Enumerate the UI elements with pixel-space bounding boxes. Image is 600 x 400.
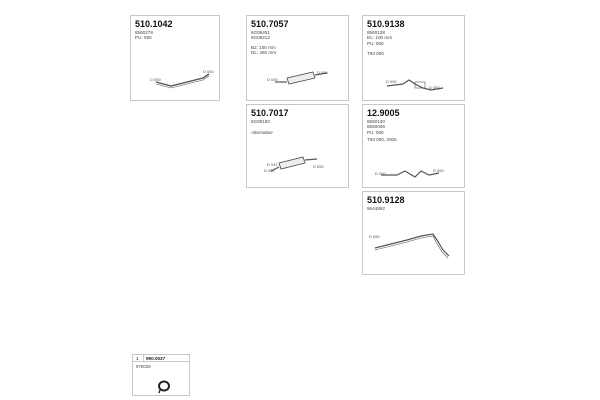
part-spec: 8560138 DL: 100 mm PU: 060: [367, 30, 393, 46]
clamp-icon: [133, 355, 191, 397]
exhaust-pipe-diagram: [131, 16, 221, 102]
diameter-label: D 050: [264, 168, 275, 173]
part-card-510-1042[interactable]: [130, 15, 220, 101]
diameter-label: D 050: [313, 164, 324, 169]
diameter-label: D 050: [150, 77, 161, 82]
quantity: 1: [136, 356, 139, 361]
part-card-510-9128[interactable]: [362, 191, 465, 275]
part-number: 510.9128: [367, 195, 405, 205]
diameter-label: D 050: [386, 79, 397, 84]
vehicle-fit: T93 000, 2005: [367, 137, 397, 142]
part-spec: 9644892: [367, 206, 385, 211]
part-spec: 6G08150: [251, 119, 270, 124]
part-spec: 8560130 8560006 PU: 050: [367, 119, 385, 135]
diameter-label: D 050: [317, 70, 328, 75]
vehicle-fit: T93 000: [367, 51, 384, 56]
exhaust-pipe-diagram: [363, 105, 466, 189]
part-dimensions: B2: 100 mm DL: 460 mm: [251, 45, 277, 56]
part-number: 510.1042: [135, 19, 173, 29]
diameter-label: D 041: [267, 162, 278, 167]
diameter-label: D 045: [267, 77, 278, 82]
part-number: 510.7017: [251, 108, 289, 118]
part-spec: 6G08451 6G08213: [251, 30, 270, 41]
part-number: 12.9005: [367, 108, 400, 118]
part-card-510-9138[interactable]: [362, 15, 465, 101]
part-spec: 8560278 PU: 050: [135, 30, 153, 41]
muffler-diagram: [247, 16, 350, 102]
accessory-card-990-0037[interactable]: [132, 354, 190, 396]
part-card-12-9005[interactable]: [362, 104, 465, 188]
part-code: 975039: [136, 364, 151, 369]
diameter-label: D 050: [203, 69, 214, 74]
part-number: 990.0037: [146, 356, 166, 361]
part-card-510-7057[interactable]: [246, 15, 349, 101]
part-card-510-7017[interactable]: [246, 104, 349, 188]
part-number: 510.7057: [251, 19, 289, 29]
muffler-diagram: [247, 105, 350, 189]
diameter-label: D 050: [429, 85, 440, 90]
alternative-label: Alternative: [251, 130, 273, 135]
part-number: 510.9138: [367, 19, 405, 29]
exhaust-pipe-diagram: [363, 16, 466, 102]
diameter-label: D 050: [369, 234, 380, 239]
diameter-label: D 050: [433, 168, 444, 173]
diameter-label: D 050: [375, 171, 386, 176]
